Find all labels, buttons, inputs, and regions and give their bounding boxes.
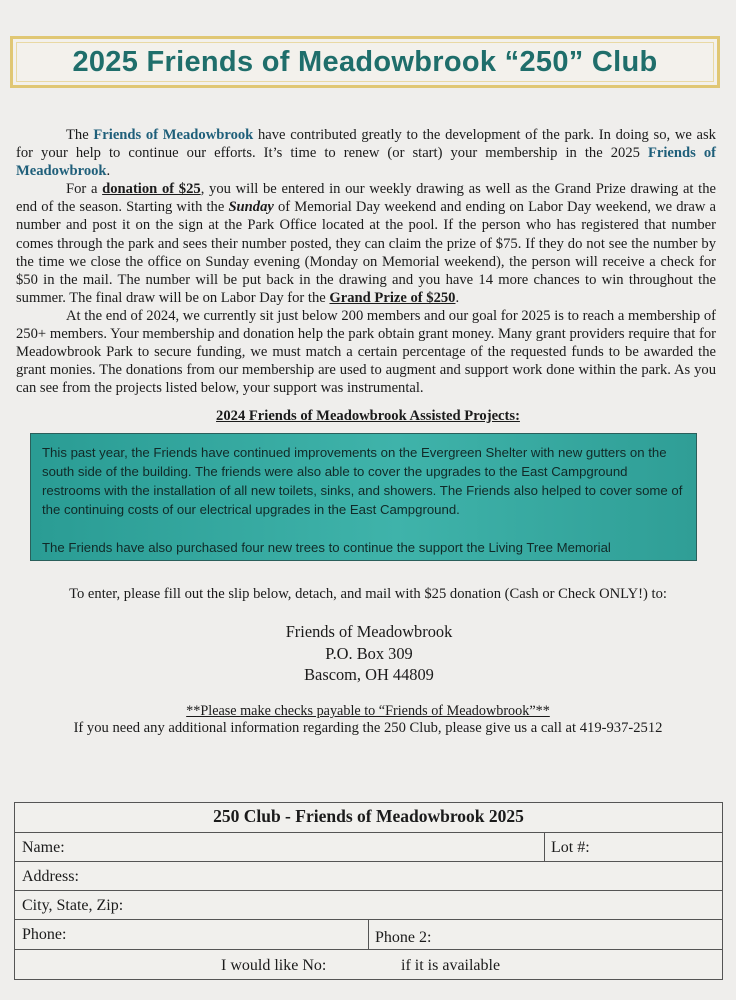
slip-divider (15, 890, 722, 891)
address-field[interactable]: Address: (22, 868, 79, 885)
text: For a (66, 181, 103, 198)
name-field[interactable]: Name: (22, 839, 65, 856)
sunday-emphasis: Sunday (228, 199, 274, 216)
text: have contributed greatly to the development of the park. In doing so, we ask for your help to continue our efforts. It’s time to renew (or start) your membership in the 2025 (16, 127, 716, 162)
page-title: 2025 Friends of Meadowbrook “250” Club (72, 45, 658, 78)
address-line: Bascom, OH 44809 (304, 665, 434, 684)
paragraph-intro (16, 126, 716, 180)
slip-divider (15, 949, 722, 950)
phone2-field[interactable]: Phone 2: (375, 929, 432, 946)
grand-prize: Grand Prize of $250 (329, 289, 456, 306)
org-name: Friends of Meadowbrook (16, 145, 716, 180)
text: . (455, 289, 460, 306)
contact-info: If you need any additional information regarding the 250 Club, please give us a call at 419-937-2512 (73, 720, 663, 736)
text: of Memorial Day weekend and ending on Labor Day weekend, we draw a number and post it on the sign at the Park Office located at the pool. If the person who has registered that number comes through the park and sees their number posted, they can claim the prize of $75. If they do not see the number by the time we close the office on Sunday evening (Monday on Memorial weekend), the person will receive a check for $50 in the mail. The number will be put back in the drawing and you have 14 more chances to win throughout the summer. The final draw will be on Labor Day for the (16, 199, 717, 306)
text: , you will be entered in our weekly drawing as well as the Grand Prize drawing at the end of the season. Starting with the (16, 181, 716, 216)
slip-column-divider (368, 919, 369, 949)
donation-amount: donation of $25 (102, 181, 201, 198)
city-state-zip-field[interactable]: City, State, Zip: (22, 897, 124, 914)
paragraph-drawing (16, 180, 716, 307)
slip-divider (15, 861, 722, 862)
lot-field[interactable]: Lot #: (551, 839, 590, 856)
paragraph-membership: At the end of 2024, we currently sit just below 200 members and our goal for 2025 is to reach a membership of 250+ members. Your membership and donation help the park obtain grant money. Many grant providers require that for Meadowbrook Park to secure funding, we must match a certain percentage of the requested funds to be awarded the grant monies. The donations from our membership are used to augment and support work done within the park. As you can see from the projects listed below, your support was instrumental. (16, 307, 716, 397)
slip-title: 250 Club - Friends of Meadowbrook 2025 (213, 806, 524, 826)
phone-field[interactable]: Phone: (22, 926, 67, 943)
slip-divider (15, 832, 722, 833)
slip-column-divider (544, 832, 545, 861)
availability-label: if it is available (401, 957, 501, 974)
address-line: P.O. Box 309 (325, 643, 413, 663)
intro-text (16, 126, 716, 397)
mailing-address (0, 621, 736, 686)
project-item: The Friends have also purchased four new trees to continue the support the Living Tree Memorial (42, 540, 611, 555)
projects-heading: 2024 Friends of Meadowbrook Assisted Projects: (216, 408, 520, 424)
title-banner (10, 36, 720, 88)
number-request-label[interactable]: I would like No: (221, 957, 327, 974)
address-line: Friends of Meadowbrook (285, 622, 453, 641)
checks-note: **Please make checks payable to “Friends of Meadowbrook”** (186, 703, 550, 719)
text: The (66, 127, 94, 143)
project-item: This past year, the Friends have continued improvements on the Evergreen Shelter with new gutters on the south side of the building. The friends were also able to cover the upgrades to the East Campground restrooms with the installation of all new toilets, sinks, and showers. The Friends also helped to cover some of the continuing costs of our electrical upgrades in the East Campground. (42, 445, 683, 517)
enter-instructions: To enter, please fill out the slip below, detach, and mail with $25 donation (Cash or Check ONLY!) to: (69, 586, 667, 602)
text: . (106, 163, 111, 180)
projects-box (30, 433, 697, 561)
entry-slip (14, 802, 723, 980)
org-name: Friends of Meadowbrook (93, 127, 254, 143)
